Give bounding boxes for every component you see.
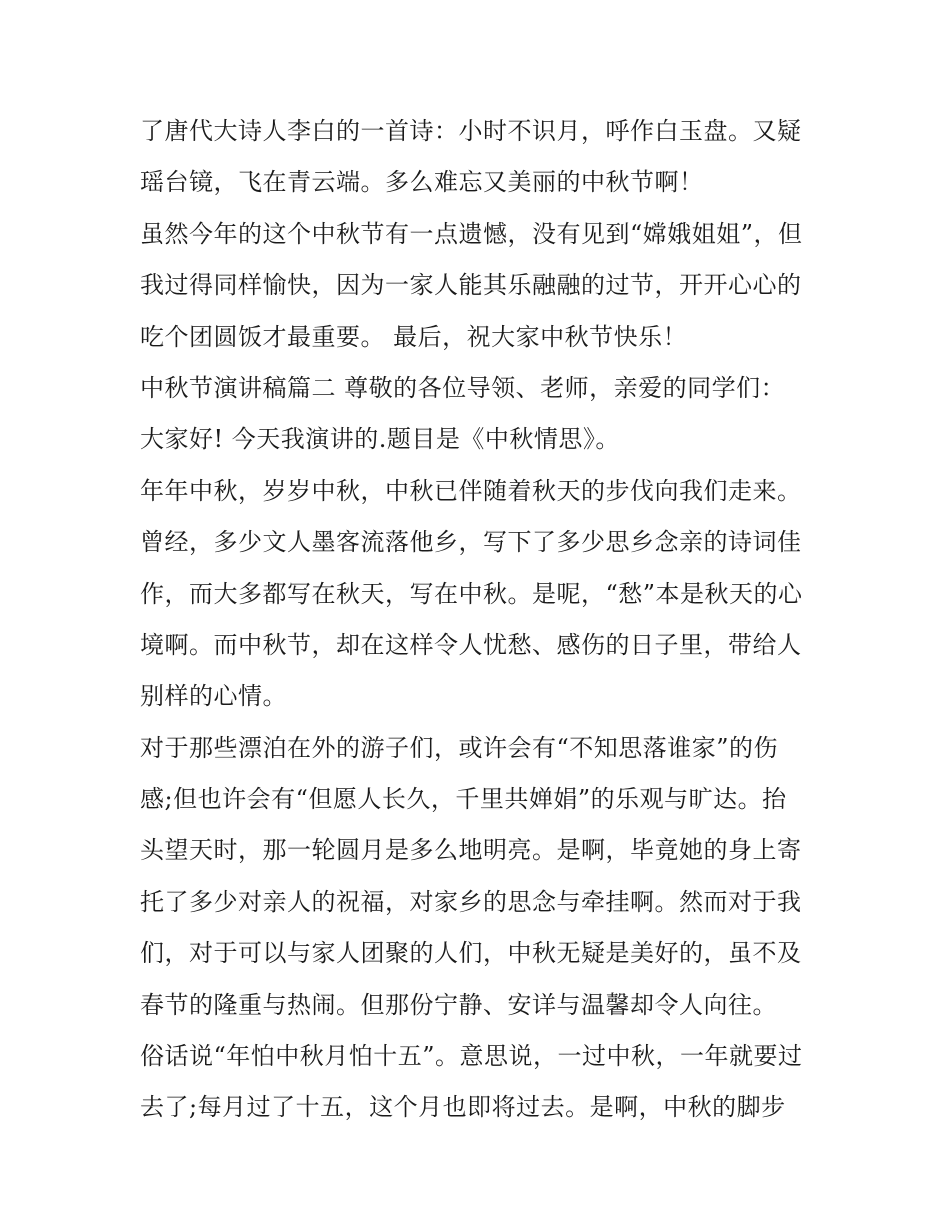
text-line: 曾经，多少文人墨客流落他乡，写下了多少思乡念亲的诗词佳 (140, 528, 802, 557)
text-line: 们，对于可以与家人团聚的人们，中秋无疑是美好的，虽不及 (140, 939, 802, 968)
text-line: 境啊。而中秋节，却在这样令人忧愁、感伤的日子里，带给人 (140, 630, 802, 659)
text-line: 作，而大多都写在秋天，写在中秋。是呢，“愁”本是秋天的心 (140, 579, 803, 608)
text-line: 感;但也许会有“但愿人长久，千里共婵娟”的乐观与旷达。抬 (140, 785, 787, 814)
text-line: 了唐代大诗人李白的一首诗：小时不识月，呼作白玉盘。又疑 (140, 117, 802, 145)
text-line: 别样的心情。 (140, 682, 287, 711)
text-line: 俗话说“年怕中秋月怕十五”。意思说，一过中秋，一年就要过 (140, 1042, 803, 1071)
text-line: 虽然今年的这个中秋节有一点遗憾，没有见到“嫦娥姐姐”，但 (140, 219, 803, 248)
text-line: 瑶台镜，飞在青云端。多么难忘又美丽的中秋节啊！ (140, 168, 704, 197)
text-line: 对于那些漂泊在外的游子们，或许会有“不知思落谁家”的伤 (140, 733, 779, 762)
text-line: 去了;每月过了十五，这个月也即将过去。是啊，中秋的脚步 (140, 1093, 786, 1122)
text-line: 中秋节演讲稿篇二 尊敬的各位导领、老师，亲爱的同学们： (140, 373, 786, 402)
document-body (140, 106, 820, 1134)
text-line: 吃个团圆饭才最重要。 最后，祝大家中秋节快乐！ (140, 322, 688, 351)
text-line: 我过得同样愉快，因为一家人能其乐融融的过节，开开心心的 (140, 271, 802, 300)
text-line: 托了多少对亲人的祝福，对家乡的思念与牵挂啊。然而对于我 (140, 887, 802, 916)
text-line: 大家好! 今天我演讲的.题目是《中秋情思》。 (140, 425, 620, 454)
text-line: 春节的隆重与热闹。但那份宁静、安详与温馨却令人向往。 (140, 990, 777, 1019)
text-line: 年年中秋，岁岁中秋，中秋已伴随着秋天的步伐向我们走来。 (140, 476, 802, 505)
text-line: 头望天时，那一轮圆月是多么地明亮。是啊，毕竟她的身上寄 (140, 836, 802, 865)
